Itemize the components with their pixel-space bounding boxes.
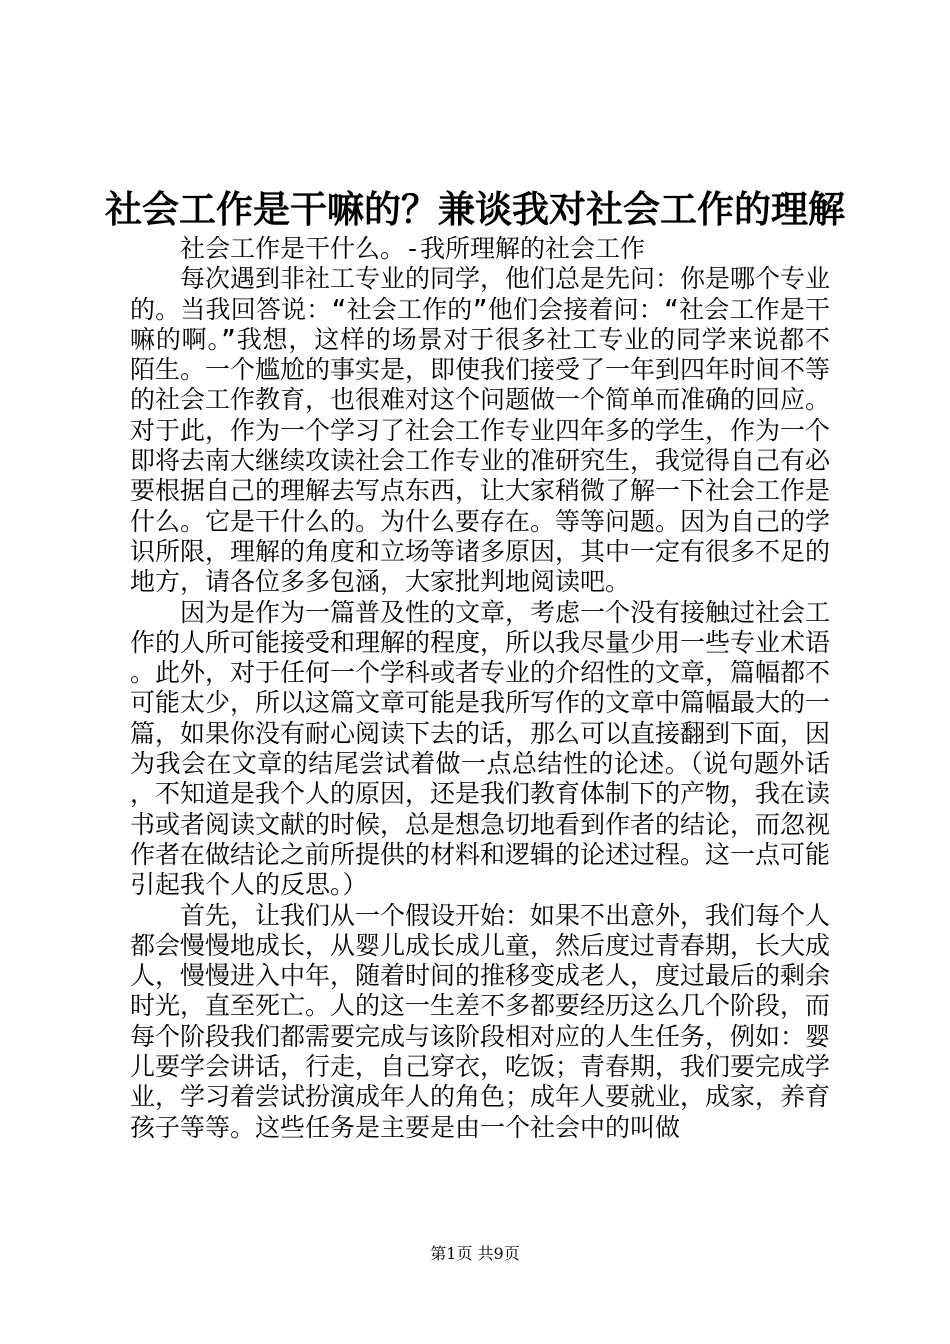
paragraph-subtitle: 社会工作是干什么。-我所理解的社会工作 [180,234,646,263]
paragraph: 首先，让我们从一个假设开始：如果不出意外，我们每个人都会慢慢地成长，从婴儿成长成儿童，然后度过青春期，长大成人，慢慢进入中年，随着时间的推移变成老人，度过最后的剩余时光，直至死亡。人的这一生差不多都要经历这么几个阶段，而每个阶段我们都需要完成与该阶段相对应的人生任务，例如：婴儿要学会讲话，行走，自己穿衣，吃饭；青春期，我们要完成学业，学习着尝试扮演成年人的角色；成年人要就业，成家，养育孩子等等。这些任务是主要是由一个社会中的叫做 [130,900,831,1142]
document-body [130,234,830,1143]
paragraph: 因为是作为一篇普及性的文章，考虑一个没有接触过社会工作的人所可能接受和理解的程度，所以我尽量少用一些专业术语。此外，对于任何一个学科或者专业的介绍性的文章，篇幅都不可能太少，所以这篇文章可能是我所写作的文章中篇幅最大的一篇，如果你没有耐心阅读下去的话，那么可以直接翻到下面，因为我会在文章的结尾尝试着做一点总结性的论述。（说句题外话，不知道是我个人的原因，还是我们教育体制下的产物，我在读书或者阅读文献的时候，总是想急切地看到作者的结论，而忽视作者在做结论之前所提供的材料和逻辑的论述过程。这一点可能引起我个人的反思。） [130,597,831,900]
page-footer: 第1页 共9页 [430,1244,520,1263]
document-title: 社会工作是干嘛的？兼谈我对社会工作的理解 [105,187,845,231]
paragraph: 每次遇到非社工专业的同学，他们总是先问：你是哪个专业的。当我回答说：“社会工作的”他们会接着问：“社会工作是干嘛的啊。”我想，这样的场景对于很多社工专业的同学来说都不陌生。一个尴尬的事实是，即使我们接受了一年到四年时间不等的社会工作教育，也很难对这个问题做一个简单而准确的回应。对于此，作为一个学习了社会工作专业四年多的学生，作为一个即将去南大继续攻读社会工作专业的准研究生，我觉得自己有必要根据自己的理解去写点东西，让大家稍微了解一下社会工作是什么。它是干什么的。为什么要存在。等等问题。因为自己的学识所限，理解的角度和立场等诸多原因，其中一定有很多不足的地方，请各位多多包涵，大家批判地阅读吧。 [130,264,831,597]
